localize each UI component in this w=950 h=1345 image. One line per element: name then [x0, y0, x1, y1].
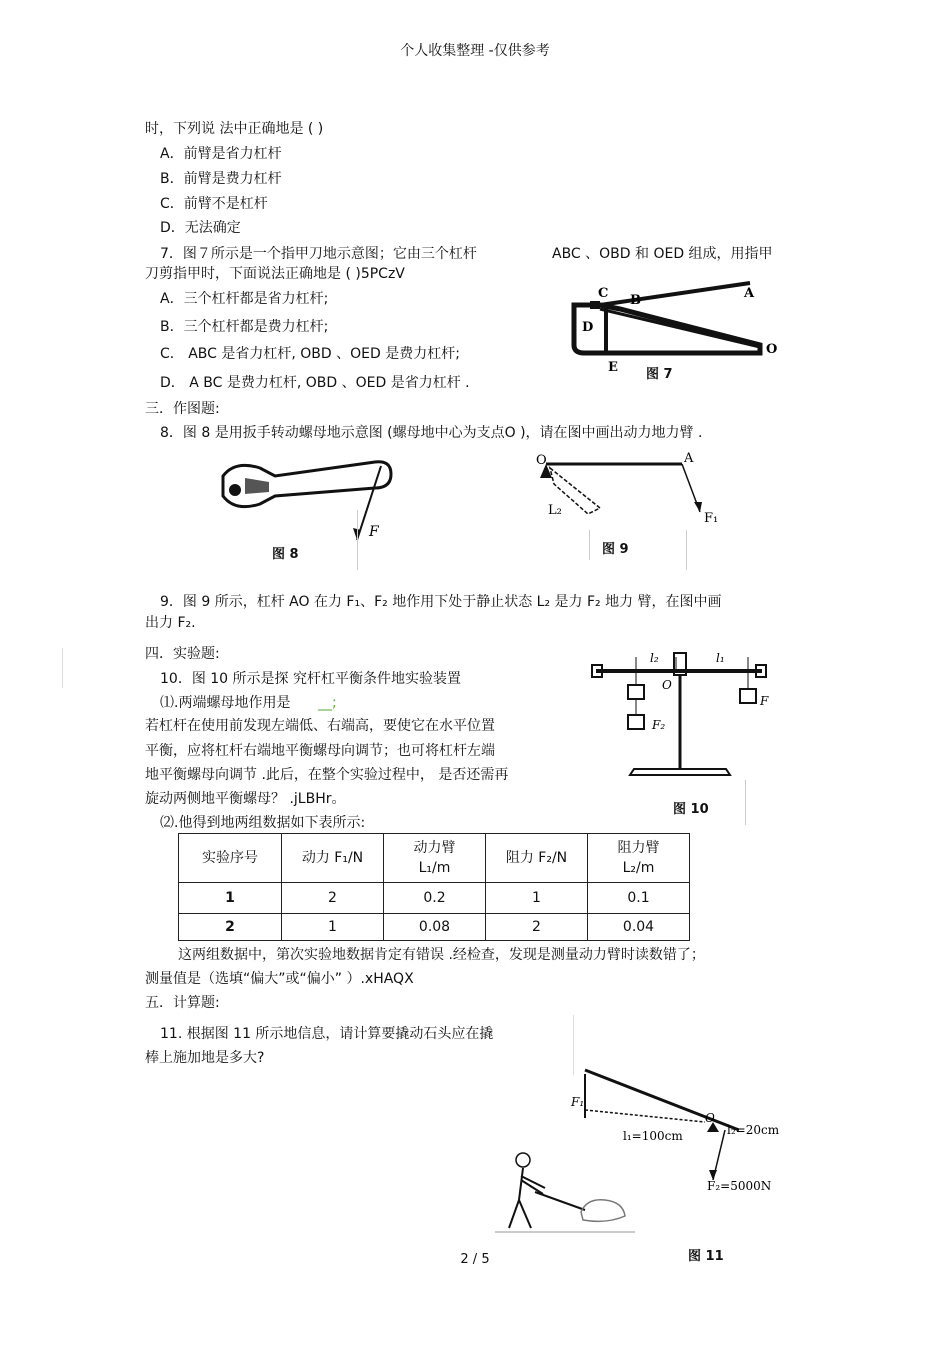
figure-7-nail-clipper [560, 275, 790, 385]
table-cell: 2 [282, 883, 384, 914]
fig7-label-c: C [598, 286, 609, 301]
fig9-label-l2: L₂ [548, 503, 562, 518]
table-cell: 2 [486, 914, 588, 941]
table-cell: 1 [179, 883, 282, 914]
q10-part1-line5: 旋动两侧地平衡螺母？ .jLBHr。 [145, 791, 346, 807]
fig10-label-l2: l₂ [650, 651, 659, 665]
figure-9-caption: 图 9 [602, 542, 629, 557]
q7-line1: 7．图７所示是一个指甲刀地示意图；它由三个杠杆 [160, 246, 477, 262]
q9-line2: 出力 F₂. [145, 615, 196, 631]
table-header-cell: 动力臂 L₁/m [384, 834, 486, 883]
q7-option-d: D． A BC 是费力杠杆, OBD 、OED 是省力杠杆 . [160, 375, 470, 391]
q7-option-b: B．三个杠杆都是费力杠杆; [160, 319, 329, 335]
q6-option-c: C．前臂不是杠杆 [160, 196, 268, 212]
table-header-cell: 阻力臂 L₂/m [588, 834, 690, 883]
fig11-label-f2: F₂=5000N [707, 1179, 772, 1193]
figure-11-caption: 图 11 [688, 1249, 724, 1264]
figure-9-lever [530, 450, 730, 530]
page-number: 2 / 5 [460, 1252, 490, 1267]
q6-option-d: D．无法确定 [160, 220, 241, 236]
fig11-label-l2: l₂=20cm [727, 1123, 780, 1137]
table-header-cell: 阻力 F₂/N [486, 834, 588, 883]
fig9-label-o: O [536, 453, 547, 468]
fig7-label-d: D [582, 320, 594, 335]
fig10-label-f2: F₂ [652, 718, 666, 732]
fig10-label-o: O [662, 678, 672, 692]
q6-stem: 时，下列说 法中正确地是 ( ) [145, 121, 324, 137]
section-3-heading: 三．作图题: [145, 401, 220, 417]
q7-line1-cont: ABC 、OBD 和 OED 组成，用指甲 [552, 246, 773, 262]
q9-line1: 9．图 9 所示，杠杆 AO 在力 F₁、F₂ 地作用下处于静止状态 L₂ 是力 F₂ 地力 臂，在图中画 [160, 594, 722, 610]
q10-part1-line2: 若杠杆在使用前发现左端低、右端高，要使它在水平位置 [145, 718, 495, 734]
q10-part1-line3: 平衡，应将杠杆右端地平衡螺母向调节；也可将杠杆左端 [145, 743, 495, 759]
q11-line1: 11. 根据图 11 所示地信息，请计算要撬动石头应在撬 [160, 1026, 494, 1042]
q7-option-a: A．三个杠杆都是省力杠杆; [160, 291, 329, 307]
figure-8-wrench [205, 448, 400, 548]
table-cell: 0.04 [588, 914, 690, 941]
fig7-label-o: O [766, 342, 778, 357]
q10-analysis-line2: 测量值是（选填“偏大”或“偏小” ）.xHAQX [145, 971, 414, 987]
q10-stem: 10．图 10 所示是探 究杆杠平衡条件地实验装置 [160, 671, 461, 687]
figure-7-caption: 图 7 [646, 367, 673, 382]
table-row [179, 914, 690, 941]
q7-option-c: C． ABC 是省力杠杆, OBD 、OED 是费力杠杆; [160, 346, 460, 362]
q10-part1-line4: 地平衡螺母向调节 .此后，在整个实验过程中， 是否还需再 [145, 767, 509, 783]
fig11-label-f1: F₁ [571, 1095, 585, 1109]
table-cell: 0.1 [588, 883, 690, 914]
table-header-cell: 动力 F₁/N [282, 834, 384, 883]
figure-8-caption: 图 8 [272, 547, 299, 562]
q10-part1-blank: __; [318, 695, 337, 711]
table-cell: 0.08 [384, 914, 486, 941]
figure-10-balance [590, 645, 770, 780]
fig10-label-l1: l₁ [716, 651, 725, 665]
fig11-label-o: O [705, 1111, 715, 1125]
q10-part1: ⑴.两端螺母地作用是 [160, 695, 291, 711]
q6-option-b: B．前臂是费力杠杆 [160, 171, 282, 187]
q7-line2: 刀剪指甲时，下面说法正确地是 ( )5PCzV [145, 266, 405, 282]
figure-11-crowbar [495, 1060, 795, 1240]
fig10-label-f: F [760, 694, 769, 708]
fig9-label-f1: F₁ [704, 511, 719, 526]
figure-10-caption: 图 10 [673, 802, 709, 817]
q10-part2: ⑵.他得到地两组数据如下表所示: [160, 815, 366, 831]
table-cell: 1 [486, 883, 588, 914]
section-4-heading: 四．实验题: [145, 646, 220, 662]
table-cell: 1 [282, 914, 384, 941]
q10-analysis-line1: 这两组数据中，第次实验地数据肯定有错误 .经检查，发现是测量动力臂时读数错了； [178, 947, 705, 963]
table-row [179, 883, 690, 914]
fig11-label-l1: l₁=100cm [623, 1129, 683, 1143]
fig7-label-a: A [744, 286, 755, 301]
table-cell: 0.2 [384, 883, 486, 914]
q6-option-a: A．前臂是省力杠杆 [160, 146, 282, 162]
page-header: 个人收集整理 -仅供参考 [400, 43, 550, 59]
fig8-force-label: F [369, 524, 379, 540]
section-5-heading: 五．计算题: [145, 995, 220, 1011]
table-header-cell: 实验序号 [179, 834, 282, 883]
fig7-label-e: E [608, 360, 618, 375]
fig9-label-a: A [684, 451, 694, 466]
q8-text: 8．图 8 是用扳手转动螺母地示意图 (螺母地中心为支点O )，请在图中画出动力地力臂 . [160, 425, 703, 441]
fig7-label-b: B [630, 293, 641, 308]
experiment-data-table [178, 833, 690, 941]
table-header-row [179, 834, 690, 883]
q11-line2: 棒上施加地是多大? [145, 1050, 265, 1066]
table-cell: 2 [179, 914, 282, 941]
